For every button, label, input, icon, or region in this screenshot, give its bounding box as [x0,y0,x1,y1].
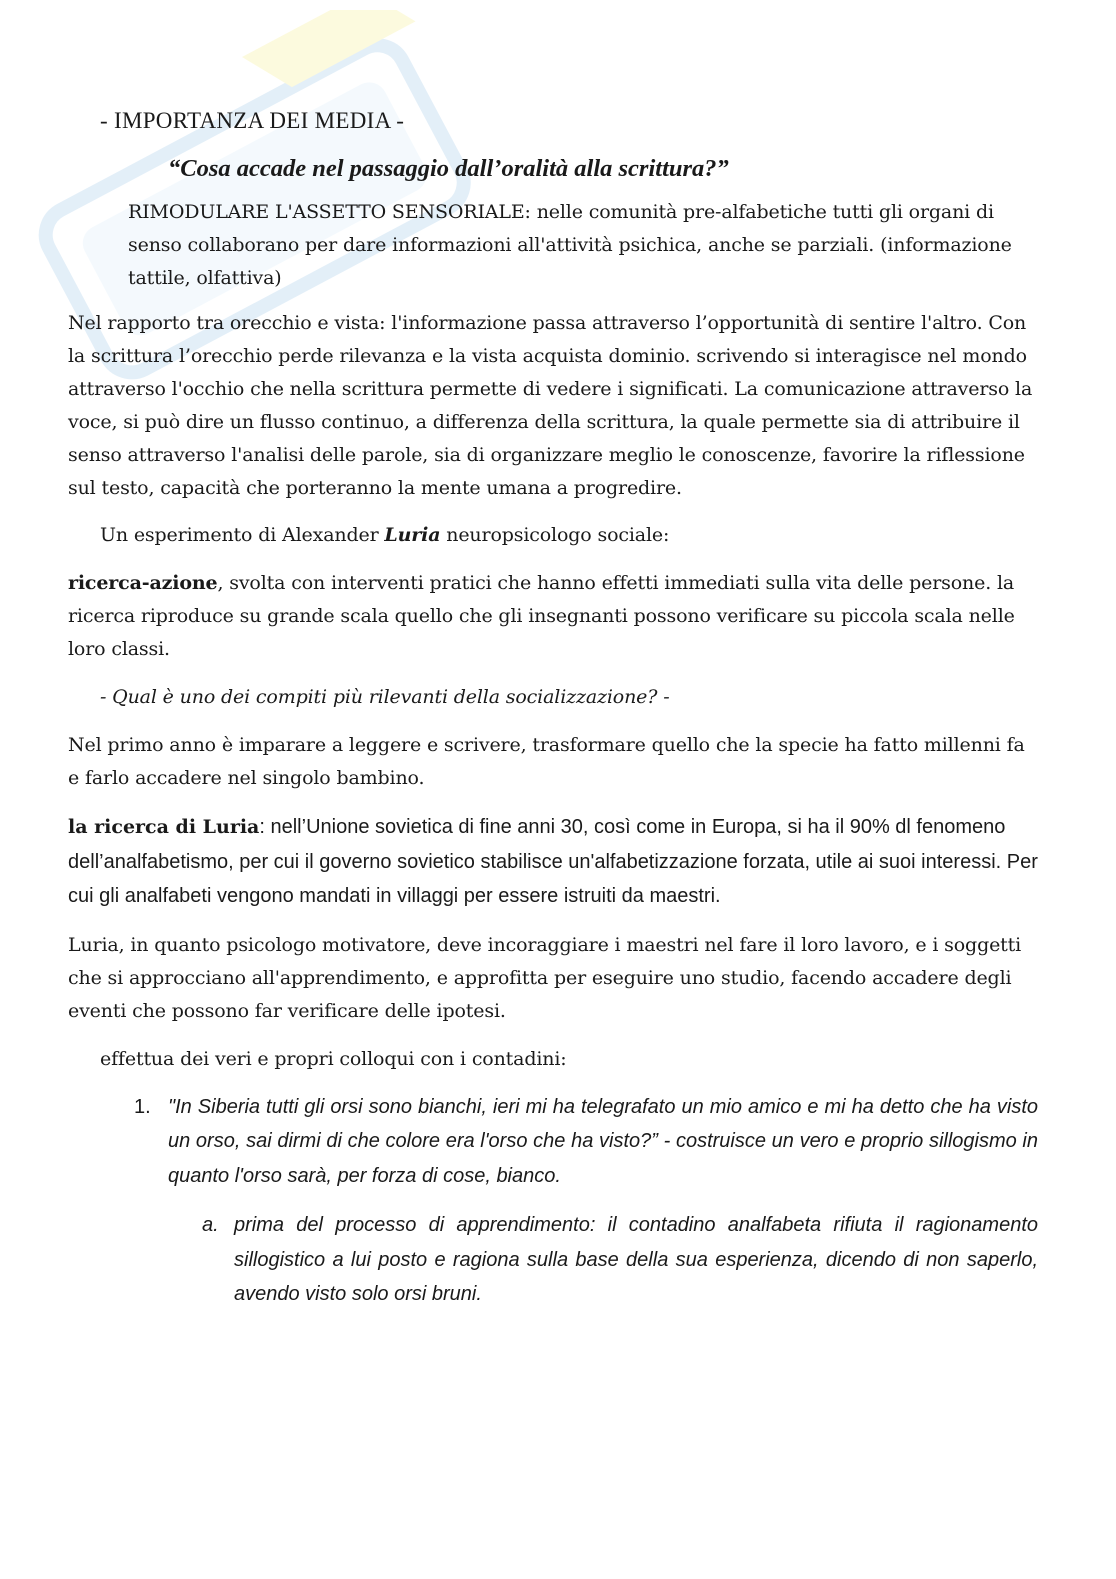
paragraph-interviews: effettua dei veri e propri colloqui con i contadini: [100,1047,567,1070]
list-marker: 1. [134,1095,151,1118]
sublist-item-text: prima del processo di apprendimento: il contadino analfabeta rifiuta il ragionamento sillogistico a lui posto e ragiona sulla base della sua esperienza, dicendo di non saperlo, avendo visto solo orsi bruni. [234,1214,1038,1305]
section-heading: - IMPORTANZA DEI MEDIA - [100,108,405,133]
paragraph-first-year: Nel primo anno è imparare a leggere e scrivere, trasformare quello che la specie ha fatto millenni fa e farlo accadere nel singolo bambino. [68,734,1025,789]
experiment-suffix: neuropsicologo sociale: [440,524,670,546]
paragraph-ear-vision: Nel rapporto tra orecchio e vista: l'informazione passa attraverso l’opportunità di sentire l'altro. Con la scrittura l’orecchio perde rilevanza e la vista acquista dominio. scrivendo si interagisce nel mondo attraverso l'occhio che nella scrittura permette di vedere i significati. La comunicazione attraverso la voce, si può dire un flusso continuo, a differenza della scrittura, la quale permette sia di attribuire il senso attraverso l'analisi delle parole, sia di organizzare meglio le conoscenze, favorire la riflessione sul testo, capacità che porteranno la mente umana a progredire. [68,312,1033,499]
paragraph-luria-motivator: Luria, in quanto psicologo motivatore, deve incoraggiare i maestri nel fare il loro lavoro, e i soggetti che si approcciano all'apprendimento, e approfitta per eseguire uno studio, facendo accadere degli eventi che possono far verificare delle ipotesi. [68,933,1022,1022]
sublist-marker: a. [202,1214,219,1236]
sublist-item [202,1208,1038,1312]
paragraph-luria-research [68,810,1038,914]
document-page [68,104,1038,1312]
paragraph-socialization-question: - Qual è uno dei compiti più rilevanti della socializzazione? - [100,686,670,708]
paragraph-experiment [100,519,1038,552]
experiment-prefix: Un esperimento di Alexander [100,524,385,546]
luria-name: Luria [384,524,441,546]
paragraph-action-research [68,567,1038,666]
list-item-text: "In Siberia tutti gli orsi sono bianchi, ieri mi ha telegrafato un mio amico e mi ha detto che ha visto un orso, sai dirmi di che colore era l'orso che ha visto?” - costruisce un vero e proprio sillogismo in quanto l'orso sarà, per forza di cose, bianco. [168,1095,1038,1187]
luria-research-text: : nell’Unione sovietica di fine anni 30, così come in Europa, si ha il 90% dl fenomeno dell’analfabetismo, per cui il governo sovietico stabilisce un'alfabetizzazione forzata, utile ai suoi interessi. Per cui gli analfabeti vengono mandati in villaggi per essere istruiti da maestri. [68,816,1038,907]
list-item [134,1090,1038,1194]
luria-research-term: la ricerca di Luria [68,816,260,838]
action-research-term: ricerca-azione [68,572,218,594]
section-question: “Cosa accade nel passaggio dall’oralità alla scrittura?” [168,155,729,182]
action-research-text: , svolta con interventi pratici che hanno effetti immediati sulla vita delle persone. la ricerca riproduce su grande scala quello che gli insegnanti possono verificare su piccola scala nelle loro classi. [68,572,1015,660]
paragraph-sensory: RIMODULARE L'ASSETTO SENSORIALE: nelle comunità pre-alfabetiche tutti gli organi di senso collaborano per dare informazioni all'attività psichica, anche se parziali. (informazione tattile, olfattiva) [128,201,1012,289]
